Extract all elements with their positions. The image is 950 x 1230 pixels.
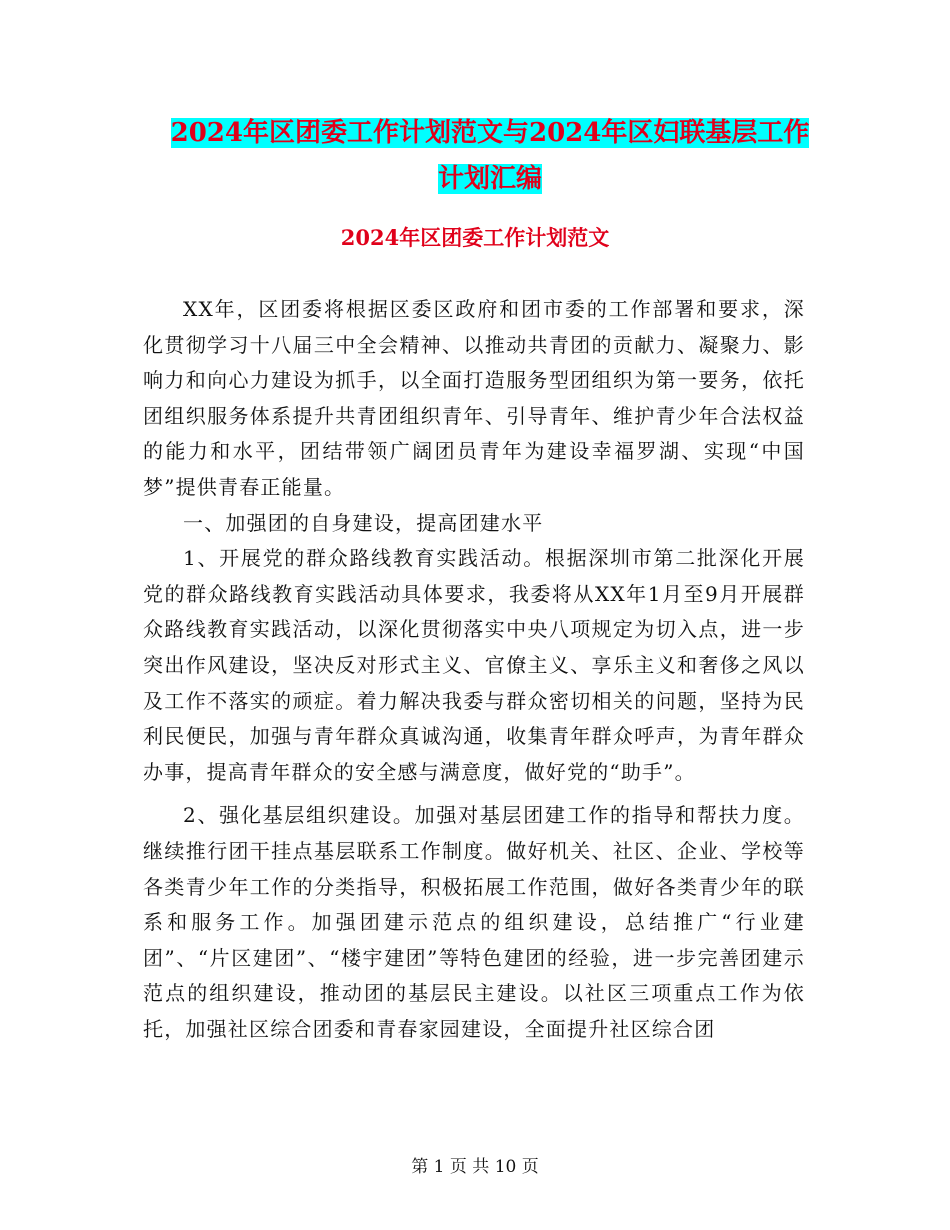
paragraph-intro: XX年，区团委将根据区委区政府和团市委的工作部署和要求，深化贯彻学习十八届三中全会精神、以推动共青团的贡献力、凝聚力、影响力和向心力建设为抓手，以全面打造服务型团组织为第一要务，依托团组织服务体系提升共青团组织青年、引导青年、维护青少年合法权益的能力和水平，团结带领广阔团员青年为建设幸福罗湖、实现“中国梦”提供青春正能量。 <box>143 297 805 499</box>
title-line-2: 计划汇编 <box>437 164 542 194</box>
document-body <box>143 292 805 1047</box>
paragraph-item-2: 2、强化基层组织建设。加强对基层团建工作的指导和帮扶力度。继续推行团干挂点基层联系工作制度。做好机关、社区、企业、学校等各类青少年工作的分类指导，积极拓展工作范围，做好各类青少年的联系和服务工作。加强团建示范点的组织建设，总结推广“行业建团”、“片区建团”、“楼宇建团”等特色建团的经验，进一步完善团建示范点的组织建设，推动团的基层民主建设。以社区三项重点工作为依托，加强社区综合团委和青春家园建设，全面提升社区综合团 <box>143 803 805 1041</box>
title-line-1: 2024年区团委工作计划范文与2024年区妇联基层工作 <box>170 118 810 148</box>
paragraph-item-1: 1、开展党的群众路线教育实践活动。根据深圳市第二批深化开展党的群众路线教育实践活动具体要求，我委将从XX年1月至9月开展群众路线教育实践活动，以深化贯彻落实中央八项规定为切入点，进一步突出作风建设，坚决反对形式主义、官僚主义、享乐主义和奢侈之风以及工作不落实的顽症。着力解决我委与群众密切相关的问题，坚持为民利民便民，加强与青年群众真诚沟通，收集青年群众呼声，为青年群众办事，提高青年群众的安全感与满意度，做好党的“助手”。 <box>143 546 805 784</box>
document-title <box>150 110 830 202</box>
section-title: 2024年区团委工作计划范文 <box>340 225 610 250</box>
page-number: 第 1 页 共 10 页 <box>411 1157 539 1177</box>
paragraph-heading-1: 一、加强团的自身建设，提高团建水平 <box>183 510 544 535</box>
